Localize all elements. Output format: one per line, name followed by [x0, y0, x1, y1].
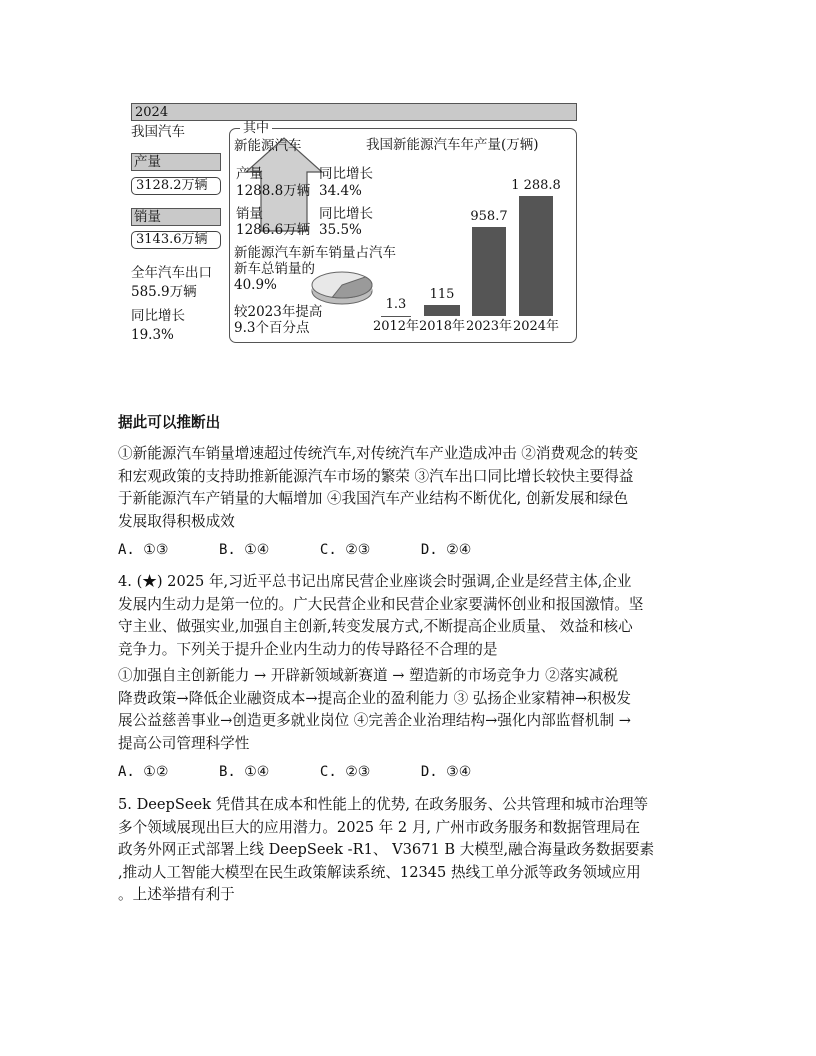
q3-options: A. ①③ B. ①④ C. ②③ D. ②④ — [118, 542, 472, 558]
q5-stem — [118, 794, 702, 907]
nev-sales-label: 销量 — [236, 206, 263, 222]
q5-stem-line: ,推动人工智能大模型在民生政策解读系统、12345 热线工单分派等政务领域应用 — [118, 863, 641, 881]
q4-item-line: ①加强自主创新能力 → 开辟新领域新赛道 → 塑造新的市场竞争力 ②落实减税 — [118, 667, 619, 684]
nev-production-value: 1288.8万辆 — [236, 183, 311, 199]
q3-item-line: 和宏观政策的支持助推新能源汽车市场的繁荣 ③汽车出口同比增长较快主要得益 — [118, 467, 634, 485]
question-lead: 据此可以推断出 — [118, 414, 221, 431]
figure-year: 2024 — [135, 105, 169, 120]
production-label: 产量 — [134, 154, 161, 170]
bar-2018年 — [424, 305, 460, 316]
bar-value-label: 958.7 — [470, 208, 508, 224]
q4-item-line: 展公益慈善事业→创造更多就业岗位 ④完善企业治理结构→强化内部监督机制 → — [118, 712, 631, 729]
bar-value-label: 115 — [429, 287, 455, 303]
q3-item-line: 发展取得积极成效 — [118, 512, 235, 530]
production-label-box — [131, 153, 221, 171]
left-title: 我国汽车 — [131, 124, 185, 140]
q3-items — [118, 443, 702, 533]
export-value: 585.9万辆 — [131, 284, 197, 300]
increase-line-2: 9.3个百分点 — [234, 320, 310, 336]
q4-item-line: 降费政策→降低企业融资成本→提高企业的盈利能力 ③ 弘扬企业家精神→积极发 — [118, 689, 631, 707]
nev-sales-value: 1286.6万辆 — [236, 222, 311, 238]
bar-2012年 — [381, 315, 411, 317]
bar-value-label: 1 288.8 — [511, 178, 561, 194]
growth-label: 同比增长 — [131, 308, 185, 324]
sales-value: 3143.6万辆 — [136, 232, 208, 247]
q4-stem-line: 发展内生动力是第一位的。广大民营企业和民营企业家要满怀创业和报国激情。坚 — [118, 595, 644, 613]
x-tick-label: 2023年 — [465, 319, 513, 334]
nev-sales-growth-value: 35.5% — [319, 222, 362, 238]
increase-line-1: 较2023年提高 — [234, 304, 323, 320]
pie-chart-icon — [312, 272, 372, 304]
bar-value-label: 1.3 — [385, 297, 407, 312]
x-tick-label: 2024年 — [512, 319, 560, 334]
q5-stem-line: 5. DeepSeek 凭借其在成本和性能上的优势, 在政务服务、公共管理和城市治理等 — [118, 796, 649, 813]
figure-year-bar — [131, 103, 577, 121]
panel-title: 其中 — [240, 121, 272, 137]
chart-title: 我国新能源汽车年产量(万辆) — [366, 137, 539, 153]
q4-options: A. ①② B. ①④ C. ②③ D. ③④ — [118, 764, 472, 780]
q3-item-line: ①新能源汽车销量增速超过传统汽车,对传统汽车产业造成冲击 ②消费观念的转变 — [118, 445, 639, 462]
panel-subtitle: 新能源汽车 — [234, 138, 302, 154]
q4-items — [118, 665, 702, 755]
nev-sales-growth-label: 同比增长 — [319, 206, 373, 222]
production-value-box — [131, 177, 221, 195]
nev-production-growth-value: 34.4% — [319, 183, 362, 199]
share-line-1: 新能源汽车新车销量占汽车 — [234, 245, 396, 261]
sales-value-box — [131, 231, 221, 249]
q4-stem-line: 竞争力。下列关于提升企业内生动力的传导路径不合理的是 — [118, 640, 498, 658]
q5-stem-line: 多个领域展现出巨大的应用潜力。2025 年 2 月, 广州市政务服务和数据管理局在 — [118, 818, 641, 836]
nev-production-label: 产量 — [236, 166, 263, 182]
x-tick-label: 2012年 — [372, 319, 420, 334]
sales-label: 销量 — [134, 209, 161, 225]
q5-stem-line: 政务外网正式部署上线 DeepSeek -R1、 V3671 B 大模型,融合海量政务数据要素 — [118, 841, 655, 858]
export-label: 全年汽车出口 — [131, 265, 212, 281]
q3-item-line: 于新能源汽车产销量的大幅增加 ④我国汽车产业结构不断优化, 创新发展和绿色 — [118, 490, 629, 507]
q5-stem-line: 。上述举措有利于 — [118, 886, 235, 903]
q4-stem-line: 守主业、做强实业,加强自主创新,转变发展方式,不断提高企业质量、 效益和核心 — [118, 618, 633, 635]
growth-value: 19.3% — [131, 327, 174, 343]
q4-stem-line: 4. (★) 2025 年,习近平总书记出席民营企业座谈会时强调,企业是经营主体,企业 — [118, 573, 632, 590]
sales-label-box — [131, 208, 221, 226]
production-value: 3128.2万辆 — [136, 178, 208, 193]
nev-production-growth-label: 同比增长 — [319, 166, 373, 182]
q4-item-line: 提高公司管理科学性 — [118, 734, 250, 752]
share-value: 40.9% — [234, 277, 277, 293]
share-line-2: 新车总销量的 — [234, 261, 315, 277]
bar-2023年 — [472, 227, 506, 316]
bar-2024年 — [519, 196, 553, 316]
x-tick-label: 2018年 — [418, 319, 466, 334]
q4-stem — [118, 571, 702, 661]
